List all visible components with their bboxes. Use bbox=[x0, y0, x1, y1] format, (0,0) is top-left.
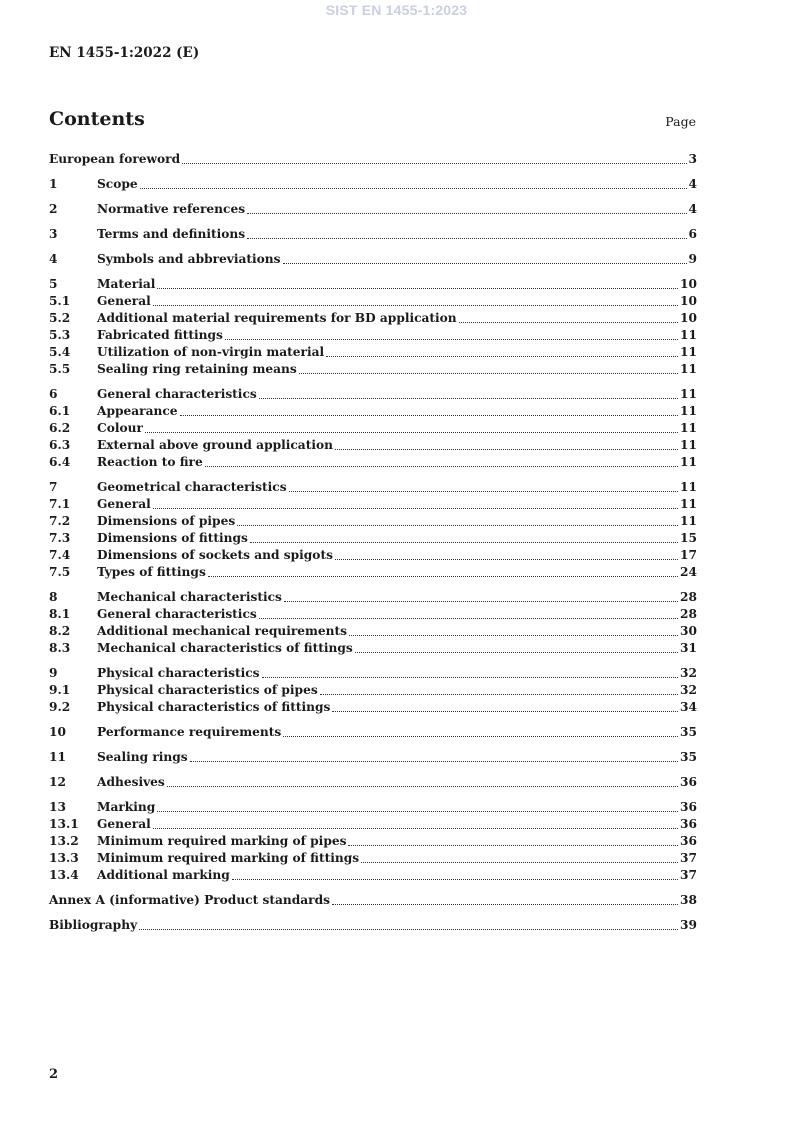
toc-entry-title: General characteristics bbox=[97, 387, 257, 401]
toc-entry[interactable] bbox=[49, 530, 697, 547]
toc-entry[interactable] bbox=[49, 151, 697, 168]
toc-entry-title: Scope bbox=[97, 177, 138, 191]
toc-entry-page: 6 bbox=[688, 227, 697, 241]
toc-entry-number: 9.1 bbox=[49, 683, 71, 697]
toc-group bbox=[49, 724, 697, 741]
toc-entry-title: Performance requirements bbox=[97, 725, 282, 739]
toc-entry-number: 6.2 bbox=[49, 421, 71, 435]
toc-entry-title: Mechanical characteristics bbox=[97, 590, 282, 604]
toc-dot-leader bbox=[320, 693, 678, 695]
toc-entry-title: Annex A (informative) Product standards bbox=[49, 893, 330, 907]
toc-entry-title: Adhesives bbox=[97, 775, 165, 789]
toc-entry[interactable] bbox=[49, 513, 697, 530]
toc-group bbox=[49, 226, 697, 243]
toc-entry[interactable] bbox=[49, 623, 697, 640]
toc-entry-number: 13.2 bbox=[49, 834, 79, 848]
toc-entry-page: 11 bbox=[680, 497, 697, 511]
toc-group bbox=[49, 799, 697, 884]
toc-entry-page: 4 bbox=[688, 202, 697, 216]
table-of-contents bbox=[49, 151, 697, 942]
toc-entry-page: 34 bbox=[680, 700, 697, 714]
toc-entry-page: 31 bbox=[680, 641, 697, 655]
toc-entry-page: 32 bbox=[680, 666, 697, 680]
page-column-label: Page bbox=[665, 114, 696, 129]
toc-entry-page: 11 bbox=[680, 455, 697, 469]
toc-entry-page: 3 bbox=[688, 152, 697, 166]
toc-entry-title: Additional marking bbox=[97, 868, 230, 882]
toc-entry[interactable] bbox=[49, 479, 697, 496]
toc-entry-number: 10 bbox=[49, 725, 66, 739]
toc-entry[interactable] bbox=[49, 892, 697, 909]
toc-entry[interactable] bbox=[49, 665, 697, 682]
toc-entry-title: Bibliography bbox=[49, 918, 138, 932]
toc-entry[interactable] bbox=[49, 420, 697, 437]
toc-entry-page: 9 bbox=[688, 252, 697, 266]
toc-entry-page: 11 bbox=[680, 362, 697, 376]
toc-dot-leader bbox=[182, 162, 686, 164]
toc-dot-leader bbox=[284, 600, 678, 602]
toc-dot-leader bbox=[205, 465, 678, 467]
toc-dot-leader bbox=[153, 507, 678, 509]
toc-group bbox=[49, 917, 697, 934]
toc-entry[interactable] bbox=[49, 276, 697, 293]
toc-entry[interactable] bbox=[49, 361, 697, 378]
toc-entry-number: 5.1 bbox=[49, 294, 71, 308]
toc-entry-number: 5.5 bbox=[49, 362, 71, 376]
toc-entry[interactable] bbox=[49, 564, 697, 581]
toc-entry-number: 7.1 bbox=[49, 497, 71, 511]
toc-entry-title: Additional material requirements for BD application bbox=[97, 311, 457, 325]
toc-dot-leader bbox=[208, 575, 678, 577]
toc-entry-title: Sealing rings bbox=[97, 750, 188, 764]
page-title: Contents bbox=[49, 108, 145, 130]
toc-entry-page: 24 bbox=[680, 565, 697, 579]
toc-entry-title: Appearance bbox=[97, 404, 178, 418]
toc-group bbox=[49, 386, 697, 471]
toc-entry[interactable] bbox=[49, 496, 697, 513]
toc-entry-page: 11 bbox=[680, 514, 697, 528]
toc-entry-page: 30 bbox=[680, 624, 697, 638]
toc-entry-page: 38 bbox=[680, 893, 697, 907]
toc-entry-page: 17 bbox=[680, 548, 697, 562]
toc-dot-leader bbox=[225, 338, 678, 340]
toc-entry-number: 8.2 bbox=[49, 624, 71, 638]
toc-entry-title: European foreword bbox=[49, 152, 181, 166]
toc-entry-title: Minimum required marking of fittings bbox=[97, 851, 360, 865]
toc-entry-page: 36 bbox=[680, 817, 697, 831]
toc-entry-number: 11 bbox=[49, 750, 66, 764]
toc-group bbox=[49, 774, 697, 791]
toc-entry-title: Geometrical characteristics bbox=[97, 480, 287, 494]
toc-entry[interactable] bbox=[49, 640, 697, 657]
toc-entry-page: 4 bbox=[688, 177, 697, 191]
toc-entry-number: 9.2 bbox=[49, 700, 71, 714]
toc-entry-title: General characteristics bbox=[97, 607, 257, 621]
toc-dot-leader bbox=[247, 212, 686, 214]
toc-entry[interactable] bbox=[49, 454, 697, 471]
toc-entry-page: 39 bbox=[680, 918, 697, 932]
watermark-text: SIST EN 1455-1:2023 bbox=[325, 2, 468, 18]
toc-entry[interactable] bbox=[49, 606, 697, 623]
toc-entry-number: 7.5 bbox=[49, 565, 71, 579]
toc-entry-title: Reaction to fire bbox=[97, 455, 203, 469]
footer-page-number: 2 bbox=[49, 1067, 59, 1082]
toc-dot-leader bbox=[355, 651, 678, 653]
toc-dot-leader bbox=[332, 710, 678, 712]
toc-entry-title: Mechanical characteristics of fittings bbox=[97, 641, 353, 655]
toc-entry[interactable] bbox=[49, 310, 697, 327]
toc-entry-number: 8.3 bbox=[49, 641, 71, 655]
toc-dot-leader bbox=[361, 861, 678, 863]
toc-entry[interactable] bbox=[49, 403, 697, 420]
toc-entry-page: 36 bbox=[680, 834, 697, 848]
toc-group bbox=[49, 251, 697, 268]
toc-entry-page: 11 bbox=[680, 404, 697, 418]
toc-group bbox=[49, 892, 697, 909]
toc-entry-page: 36 bbox=[680, 800, 697, 814]
toc-entry-title: Dimensions of pipes bbox=[97, 514, 236, 528]
toc-entry-number: 13.1 bbox=[49, 817, 79, 831]
toc-entry-number: 4 bbox=[49, 252, 58, 266]
toc-entry-page: 36 bbox=[680, 775, 697, 789]
toc-dot-leader bbox=[139, 928, 678, 930]
toc-entry[interactable] bbox=[49, 293, 697, 310]
toc-entry-page: 11 bbox=[680, 480, 697, 494]
toc-dot-leader bbox=[157, 287, 678, 289]
toc-dot-leader bbox=[326, 355, 678, 357]
toc-dot-leader bbox=[348, 844, 678, 846]
toc-entry-number: 6 bbox=[49, 387, 58, 401]
toc-entry[interactable] bbox=[49, 327, 697, 344]
toc-entry[interactable] bbox=[49, 724, 697, 741]
toc-entry-title: Fabricated fittings bbox=[97, 328, 223, 342]
toc-dot-leader bbox=[459, 321, 678, 323]
toc-entry[interactable] bbox=[49, 251, 697, 268]
toc-entry-title: Symbols and abbreviations bbox=[97, 252, 281, 266]
toc-entry-title: Physical characteristics of pipes bbox=[97, 683, 318, 697]
toc-entry-title: Material bbox=[97, 277, 156, 291]
toc-entry[interactable] bbox=[49, 774, 697, 791]
toc-dot-leader bbox=[283, 262, 687, 264]
toc-entry-number: 5.3 bbox=[49, 328, 71, 342]
toc-entry[interactable] bbox=[49, 816, 697, 833]
toc-entry-title: Utilization of non-virgin material bbox=[97, 345, 325, 359]
toc-entry-title: Colour bbox=[97, 421, 143, 435]
toc-group bbox=[49, 276, 697, 378]
toc-entry[interactable] bbox=[49, 344, 697, 361]
toc-dot-leader bbox=[259, 617, 678, 619]
toc-entry[interactable] bbox=[49, 386, 697, 403]
toc-entry-page: 10 bbox=[680, 277, 697, 291]
toc-entry[interactable] bbox=[49, 699, 697, 716]
toc-group bbox=[49, 151, 697, 168]
toc-entry-page: 35 bbox=[680, 750, 697, 764]
toc-entry[interactable] bbox=[49, 226, 697, 243]
toc-dot-leader bbox=[250, 541, 678, 543]
toc-group bbox=[49, 201, 697, 218]
toc-entry-title: Terms and definitions bbox=[97, 227, 246, 241]
toc-entry-page: 35 bbox=[680, 725, 697, 739]
toc-entry-page: 15 bbox=[680, 531, 697, 545]
toc-entry-number: 5.4 bbox=[49, 345, 71, 359]
toc-entry-page: 32 bbox=[680, 683, 697, 697]
toc-entry-number: 3 bbox=[49, 227, 58, 241]
toc-group bbox=[49, 589, 697, 657]
toc-entry-title: Dimensions of sockets and spigots bbox=[97, 548, 333, 562]
toc-dot-leader bbox=[145, 431, 678, 433]
toc-entry-number: 8.1 bbox=[49, 607, 71, 621]
toc-dot-leader bbox=[283, 735, 678, 737]
toc-entry-number: 6.4 bbox=[49, 455, 71, 469]
toc-entry-number: 7.2 bbox=[49, 514, 71, 528]
document-id: EN 1455-1:2022 (E) bbox=[49, 45, 200, 61]
toc-entry[interactable] bbox=[49, 437, 697, 454]
toc-group bbox=[49, 176, 697, 193]
toc-entry-number: 2 bbox=[49, 202, 58, 216]
toc-entry-page: 11 bbox=[680, 328, 697, 342]
toc-dot-leader bbox=[237, 524, 678, 526]
toc-dot-leader bbox=[190, 760, 678, 762]
toc-entry-title: Normative references bbox=[97, 202, 246, 216]
toc-entry[interactable] bbox=[49, 833, 697, 850]
toc-dot-leader bbox=[335, 558, 678, 560]
toc-entry-page: 10 bbox=[680, 311, 697, 325]
toc-entry-number: 8 bbox=[49, 590, 58, 604]
toc-dot-leader bbox=[153, 304, 678, 306]
toc-entry-page: 37 bbox=[680, 868, 697, 882]
toc-entry-number: 5 bbox=[49, 277, 58, 291]
toc-dot-leader bbox=[232, 878, 678, 880]
toc-entry-title: Physical characteristics bbox=[97, 666, 260, 680]
toc-entry-page: 11 bbox=[680, 438, 697, 452]
toc-entry[interactable] bbox=[49, 867, 697, 884]
toc-entry-title: External above ground application bbox=[97, 438, 333, 452]
toc-entry-number: 7 bbox=[49, 480, 58, 494]
toc-dot-leader bbox=[299, 372, 678, 374]
toc-entry[interactable] bbox=[49, 682, 697, 699]
toc-entry-number: 9 bbox=[49, 666, 58, 680]
toc-group bbox=[49, 479, 697, 581]
toc-entry-title: General bbox=[97, 817, 151, 831]
toc-dot-leader bbox=[335, 448, 678, 450]
toc-dot-leader bbox=[247, 237, 686, 239]
toc-entry[interactable] bbox=[49, 176, 697, 193]
toc-dot-leader bbox=[289, 490, 678, 492]
toc-entry-title: Dimensions of fittings bbox=[97, 531, 248, 545]
toc-entry-page: 11 bbox=[680, 387, 697, 401]
toc-group bbox=[49, 665, 697, 716]
toc-entry-title: Sealing ring retaining means bbox=[97, 362, 297, 376]
toc-entry-number: 6.3 bbox=[49, 438, 71, 452]
toc-entry-title: General bbox=[97, 294, 151, 308]
toc-dot-leader bbox=[167, 785, 678, 787]
toc-entry-title: Types of fittings bbox=[97, 565, 206, 579]
toc-entry[interactable] bbox=[49, 201, 697, 218]
toc-entry[interactable] bbox=[49, 589, 697, 606]
toc-entry-page: 28 bbox=[680, 607, 697, 621]
toc-entry-page: 11 bbox=[680, 345, 697, 359]
toc-group bbox=[49, 749, 697, 766]
toc-dot-leader bbox=[180, 414, 679, 416]
toc-entry-number: 7.4 bbox=[49, 548, 71, 562]
toc-entry-number: 13.4 bbox=[49, 868, 79, 882]
toc-entry-title: Additional mechanical requirements bbox=[97, 624, 348, 638]
toc-entry-number: 6.1 bbox=[49, 404, 71, 418]
toc-dot-leader bbox=[262, 676, 678, 678]
toc-dot-leader bbox=[157, 810, 678, 812]
toc-entry-page: 28 bbox=[680, 590, 697, 604]
toc-entry-number: 13 bbox=[49, 800, 66, 814]
toc-entry[interactable] bbox=[49, 799, 697, 816]
toc-entry-title: Marking bbox=[97, 800, 156, 814]
toc-dot-leader bbox=[349, 634, 678, 636]
toc-entry[interactable] bbox=[49, 850, 697, 867]
toc-entry-page: 37 bbox=[680, 851, 697, 865]
toc-entry-number: 7.3 bbox=[49, 531, 71, 545]
toc-entry-title: General bbox=[97, 497, 151, 511]
toc-entry-number: 13.3 bbox=[49, 851, 79, 865]
toc-entry-number: 5.2 bbox=[49, 311, 71, 325]
toc-dot-leader bbox=[140, 187, 687, 189]
toc-entry-page: 10 bbox=[680, 294, 697, 308]
toc-entry[interactable] bbox=[49, 749, 697, 766]
toc-dot-leader bbox=[332, 903, 678, 905]
toc-entry[interactable] bbox=[49, 917, 697, 934]
toc-dot-leader bbox=[153, 827, 678, 829]
toc-entry[interactable] bbox=[49, 547, 697, 564]
toc-dot-leader bbox=[259, 397, 678, 399]
toc-entry-title: Minimum required marking of pipes bbox=[97, 834, 347, 848]
toc-entry-page: 11 bbox=[680, 421, 697, 435]
toc-entry-title: Physical characteristics of fittings bbox=[97, 700, 331, 714]
toc-entry-number: 1 bbox=[49, 177, 58, 191]
toc-entry-number: 12 bbox=[49, 775, 66, 789]
